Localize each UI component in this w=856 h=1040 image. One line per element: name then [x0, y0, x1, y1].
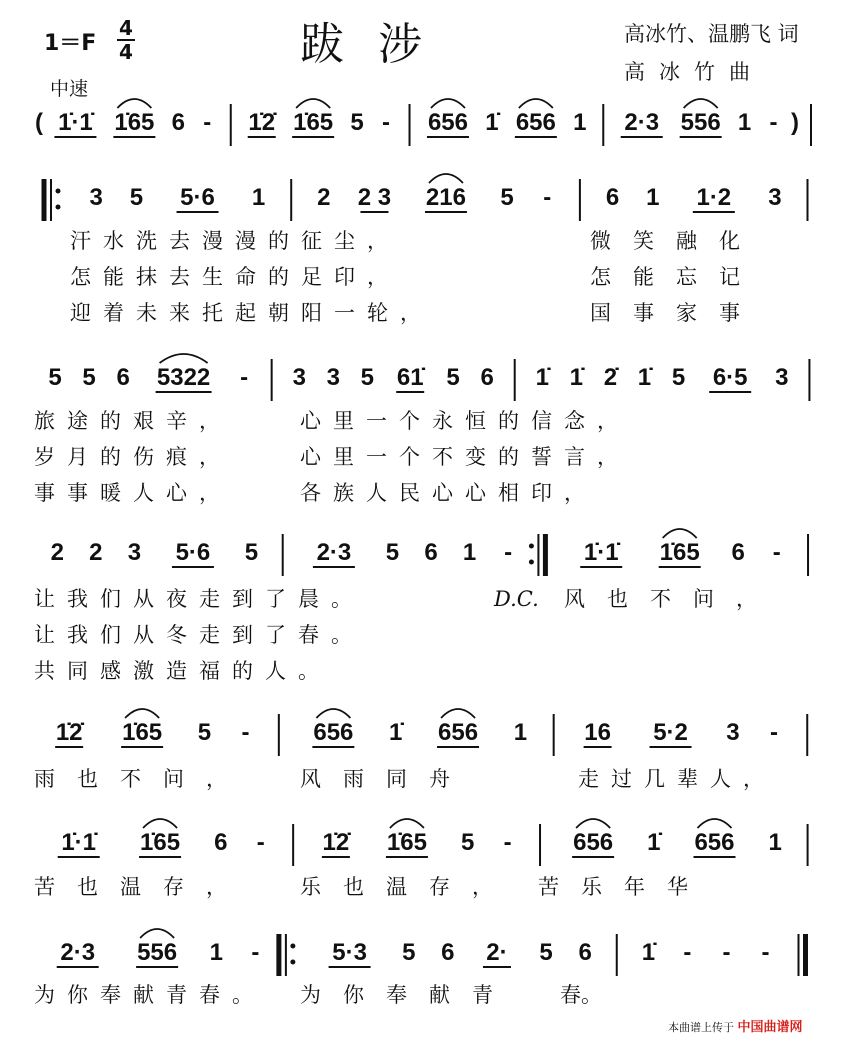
note-group: 16: [584, 719, 611, 746]
slur-arc: [429, 174, 463, 183]
note-group: 1̇2̇: [55, 719, 83, 746]
note-group: 6: [605, 184, 620, 211]
note-group: 5: [402, 939, 416, 966]
footer-watermark: [668, 1016, 803, 1035]
note-group: 5: [360, 364, 375, 391]
lyricist-credit: 高冰竹、温鹏飞 词: [624, 22, 799, 46]
lyric-line: 走过几辈人，: [578, 767, 776, 791]
note-group: 2 3: [357, 184, 392, 211]
note-group: 1̇: [535, 364, 549, 391]
note-group: 656: [694, 829, 735, 856]
note-group: 1: [462, 539, 477, 566]
dash-extension: -: [772, 539, 781, 566]
song-title: 跋涉: [300, 19, 456, 70]
note-group: 5: [197, 719, 212, 746]
slur-arc: [576, 819, 610, 828]
note-group: 5: [244, 539, 259, 566]
lyric-line: 乐也温存，: [300, 875, 515, 899]
note-group: 2: [89, 539, 103, 566]
note-group: 6: [731, 539, 745, 566]
lyric-line: 各族人民心心相印，: [300, 481, 597, 505]
dash-extension: -: [543, 184, 552, 211]
composer-credit: 高冰竹曲: [624, 60, 764, 84]
note-group: 1̇: [637, 364, 652, 391]
note-group: 6: [171, 109, 185, 136]
note-group: 6: [116, 364, 130, 391]
note-group: 5: [48, 364, 62, 391]
lyric-line: 迎着未来托起朝阳一轮，: [70, 301, 433, 325]
note-group: 1: [737, 109, 752, 136]
note-group: 556: [680, 109, 721, 136]
note-group: 5: [82, 364, 96, 391]
note-group: 1̇2̇: [322, 829, 350, 856]
note-group: 5322: [156, 364, 211, 391]
dash-extension: -: [722, 939, 731, 966]
note-group: 656: [438, 719, 479, 746]
slur-arc: [697, 819, 731, 828]
note-group: 1̇: [641, 939, 656, 966]
lyric-line: 让我们从冬走到了春。: [34, 623, 364, 647]
note-group: 2: [317, 184, 331, 211]
slur-arc: [390, 819, 424, 828]
dash-extension: -: [240, 364, 249, 391]
repeat-dot: [529, 560, 534, 565]
note-group: 1: [573, 109, 587, 136]
note-group: 1̇: [389, 719, 403, 746]
note-group: 6: [424, 539, 438, 566]
lyric-line: 心里一个永恒的信念，: [300, 409, 630, 433]
slur-arc: [160, 354, 208, 363]
note-group: 2·: [486, 939, 508, 966]
lyric-line: 为你奉献青: [300, 983, 515, 1007]
note-group: 6: [480, 364, 494, 391]
slur-arc: [296, 99, 330, 108]
dash-extension: -: [256, 829, 265, 856]
note-group: 1: [209, 939, 224, 966]
lyric-line: 旅途的艰辛，: [34, 409, 232, 433]
note-group: 1·2: [696, 184, 732, 211]
da-capo-marking: D.C.: [494, 587, 539, 611]
time-sig-numerator: 4: [119, 16, 133, 40]
lyric-line: 事事暖人心，: [34, 481, 232, 505]
note-group: 1̇65: [122, 719, 163, 746]
repeat-dot: [290, 960, 295, 965]
dash-extension: -: [769, 719, 778, 746]
lyric-line: 雨也不问，: [34, 767, 249, 791]
note-group: 5: [385, 539, 400, 566]
note-group: 656: [427, 109, 468, 136]
slur-arc: [125, 709, 159, 718]
note-group: 5: [671, 364, 686, 391]
note-group: 1̇65: [293, 109, 334, 136]
note-group: 6: [578, 939, 592, 966]
note-group: 1̇: [569, 364, 584, 391]
repeat-dot: [290, 944, 295, 949]
dash-extension: -: [504, 539, 513, 566]
note-group: 3: [775, 364, 789, 391]
note-group: 5: [129, 184, 144, 211]
dash-extension: -: [241, 719, 250, 746]
lyric-line: 为你奉献青春。: [34, 983, 265, 1007]
note-group: 656: [573, 829, 614, 856]
note-group: 61̇: [396, 364, 424, 391]
note-group: ): [791, 109, 800, 136]
tempo-marking: 中速: [50, 78, 89, 100]
lyric-line: 国事家事: [590, 301, 762, 325]
note-group: 5: [539, 939, 553, 966]
note-group: 3: [326, 364, 340, 391]
note-group: 1̇65: [386, 829, 427, 856]
dash-extension: -: [382, 109, 391, 136]
slur-arc: [117, 99, 151, 108]
lyric-line: 让我们从夜走到了晨。: [34, 587, 364, 611]
note-group: (: [34, 109, 43, 136]
lyric-line: 风雨同舟: [300, 767, 472, 791]
note-group: 1̇·1̇: [58, 109, 93, 136]
note-group: 3: [89, 184, 103, 211]
note-group: 3: [768, 184, 782, 211]
note-group: 2·3: [316, 539, 352, 566]
note-group: 1̇: [647, 829, 661, 856]
key-signature: 1＝F: [44, 31, 97, 56]
note-group: 2·3: [60, 939, 96, 966]
lyric-line: 春。: [560, 983, 602, 1007]
footer-upload-text: 本曲谱上传于: [668, 1021, 734, 1034]
note-group: 5·2: [653, 719, 688, 746]
note-group: 5: [460, 829, 475, 856]
lyric-line: 苦乐年华: [538, 875, 710, 899]
dash-extension: -: [251, 939, 260, 966]
note-group: 1: [513, 719, 528, 746]
slur-arc: [316, 709, 350, 718]
note-group: 1̇65: [659, 539, 700, 566]
dash-extension: -: [503, 829, 512, 856]
slur-arc: [519, 99, 553, 108]
note-group: 3: [127, 539, 142, 566]
note-group: 5: [446, 364, 460, 391]
note-group: 1̇·1̇: [583, 539, 619, 566]
slur-arc: [431, 99, 465, 108]
slur-arc: [140, 929, 174, 938]
note-group: 2̇: [603, 364, 618, 391]
note-group: 5: [500, 184, 514, 211]
note-group: 3: [726, 719, 740, 746]
lyric-line: 微笑融化: [590, 229, 762, 253]
lyric-line: 风也不问，: [564, 587, 779, 611]
site-logo-text: 中国曲谱网: [737, 1020, 803, 1035]
lyric-line: 汗水洗去漫漫的征尘，: [70, 229, 400, 253]
note-group: 5·6: [175, 539, 211, 566]
note-group: 5: [350, 109, 364, 136]
repeat-dot: [529, 544, 534, 549]
note-group: 656: [515, 109, 556, 136]
note-group: 1̇2̇: [248, 109, 276, 136]
note-group: 1̇·1̇: [61, 829, 97, 856]
note-group: 1̇65: [114, 109, 155, 136]
note-group: 5·3: [332, 939, 367, 966]
dash-extension: -: [761, 939, 770, 966]
lyric-line: 怎能忘记: [590, 265, 762, 289]
note-group: 1: [646, 184, 660, 211]
time-sig-denominator: 4: [119, 40, 133, 64]
note-group: 3: [292, 364, 306, 391]
note-group: 1: [251, 184, 266, 211]
note-group: 1̇65: [140, 829, 181, 856]
slur-arc: [441, 709, 475, 718]
slur-arc: [143, 819, 177, 828]
note-group: 1̇: [485, 109, 499, 136]
dash-extension: -: [683, 939, 692, 966]
note-group: 5·6: [180, 184, 215, 211]
lyric-line: 共同感激造福的人。: [34, 659, 331, 683]
note-group: 656: [313, 719, 354, 746]
dash-extension: -: [203, 109, 212, 136]
repeat-dot: [56, 189, 61, 194]
lyric-line: 怎能抹去生命的足印，: [70, 265, 400, 289]
repeat-dot: [56, 205, 61, 210]
note-group: 556: [137, 939, 178, 966]
lyric-line: 苦也温存，: [34, 875, 249, 899]
note-group: 6: [214, 829, 228, 856]
slur-arc: [663, 529, 697, 538]
lyric-line: 心里一个不变的誓言，: [300, 445, 630, 469]
note-group: 2·3: [624, 109, 660, 136]
slur-arc: [684, 99, 718, 108]
note-group: 2: [50, 539, 64, 566]
note-group: 6: [441, 939, 455, 966]
note-group: 6·5: [712, 364, 748, 391]
note-group: 216: [425, 184, 466, 211]
lyric-line: 岁月的伤痕，: [34, 445, 232, 469]
note-group: 1: [768, 829, 782, 856]
dash-extension: -: [769, 109, 778, 136]
